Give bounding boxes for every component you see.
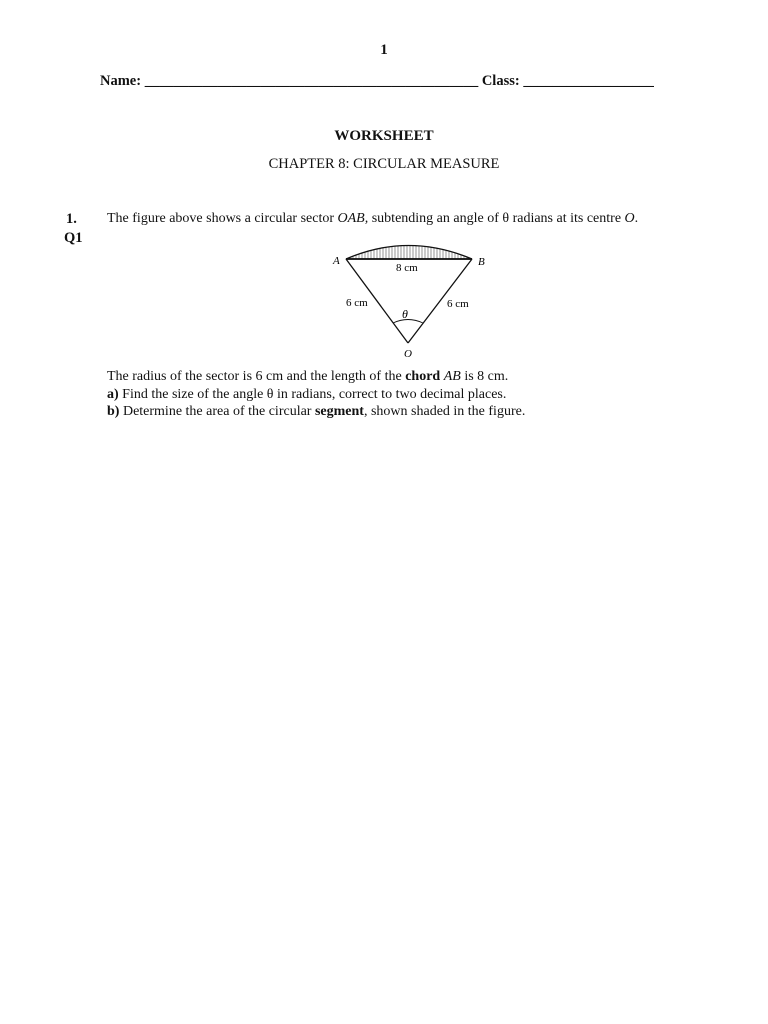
worksheet-title: WORKSHEET	[334, 128, 434, 144]
intro-centre-name: O	[624, 211, 635, 226]
label-a: A	[333, 255, 340, 267]
label-b: B	[478, 256, 485, 268]
given-text-pre: The radius of the sector is 6 cm and the length of the	[107, 369, 406, 384]
chord-term: chord	[405, 369, 441, 384]
part-b-text-post: , shown shaded in the figure.	[363, 404, 526, 419]
intro-text-2: subtending an angle of θ radians at its centre	[368, 211, 625, 226]
name-class-line	[100, 73, 654, 90]
segment-term: segment	[314, 404, 364, 419]
chord-length-label: 8 cm	[396, 262, 418, 274]
part-a-line	[107, 386, 525, 404]
intro-text-1: The figure above shows a circular sector	[107, 211, 338, 226]
name-label: Name:	[100, 73, 142, 89]
question-intro	[107, 211, 638, 227]
theta-label: θ	[402, 307, 408, 321]
name-blank: ______________________________________________	[144, 73, 479, 89]
part-a-text: Find the size of the angle θ in radians, correct to two decimal places.	[118, 386, 507, 402]
angle-arc	[393, 320, 423, 324]
given-text-post: is 8 cm.	[460, 369, 509, 384]
class-label: Class:	[481, 73, 520, 89]
radius-right-label: 6 cm	[447, 298, 469, 310]
part-a-label: a)	[107, 386, 119, 402]
intro-sector-name: OAB,	[337, 211, 369, 226]
class-blank: __________________	[523, 73, 654, 89]
radius-left-label: 6 cm	[346, 297, 368, 309]
question-label: Q1	[64, 230, 83, 246]
label-o: O	[404, 348, 412, 360]
given-info-line	[107, 368, 525, 386]
part-b-label: b)	[107, 404, 120, 419]
shaded-segment	[346, 246, 472, 260]
chord-name: AB	[443, 369, 461, 384]
question-number: 1.	[66, 211, 77, 227]
part-b-text-pre: Determine the area of the circular	[119, 404, 315, 419]
page-number: 1	[380, 42, 388, 58]
sector-figure	[316, 234, 506, 362]
question-body	[107, 368, 525, 421]
part-b-line	[107, 403, 525, 421]
intro-text-3: .	[634, 211, 639, 226]
chapter-subtitle: CHAPTER 8: CIRCULAR MEASURE	[268, 156, 500, 172]
